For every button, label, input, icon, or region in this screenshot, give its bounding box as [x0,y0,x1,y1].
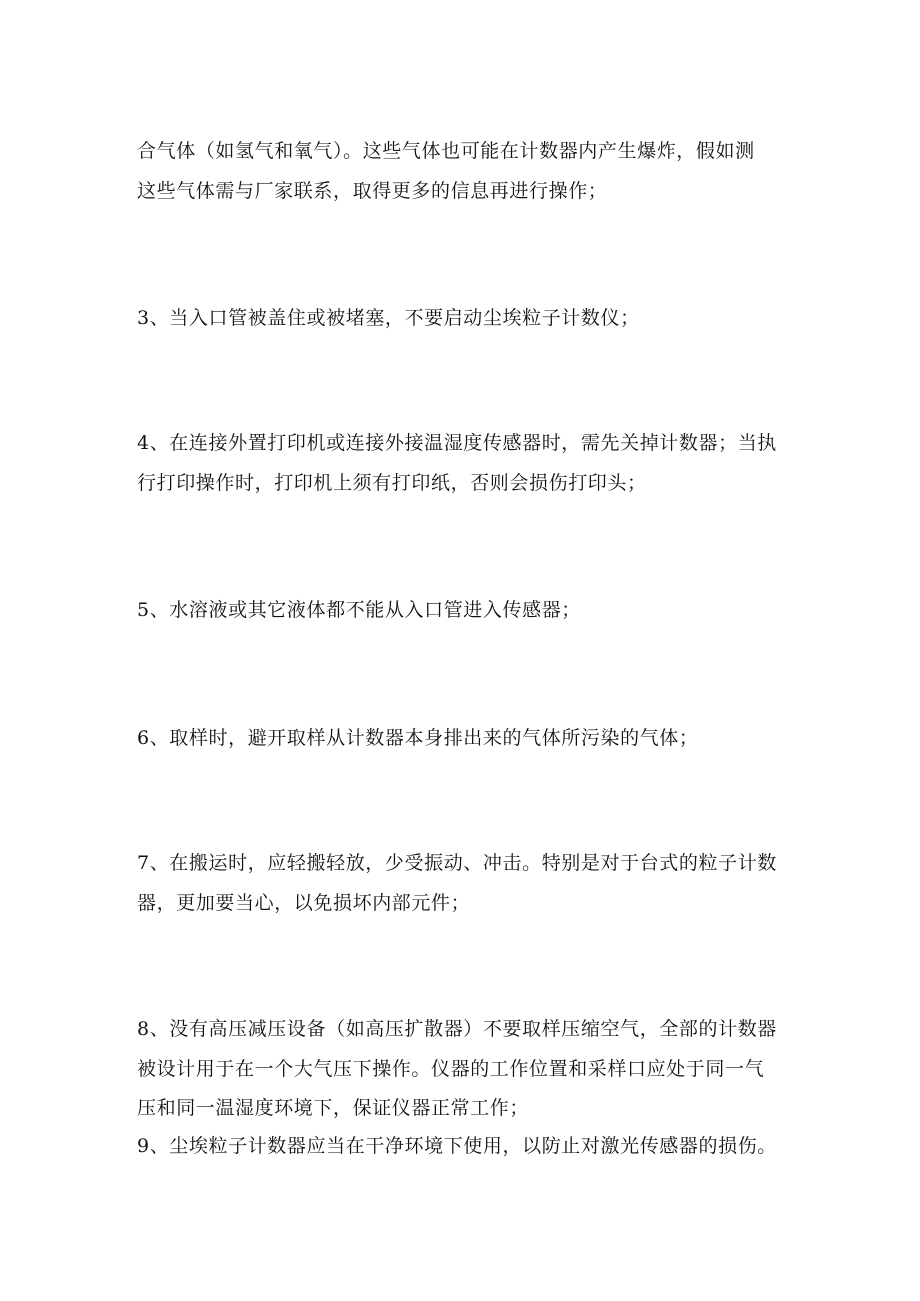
item-4-line-1: 4、在连接外置打印机或连接外接温湿度传感器时，需先关掉计数器；当执 [137,432,777,454]
item-8-line-2: 被设计用于在一个大气压下操作。仪器的工作位置和采样口应处于同一气 [137,1058,765,1080]
item-4-line-2: 行打印操作时，打印机上须有打印纸，否则会损伤打印头； [137,472,647,494]
item-7-line-1: 7、在搬运时，应轻搬轻放，少受振动、冲击。特别是对于台式的粒子计数 [137,852,777,874]
item-5-line-1: 5、水溶液或其它液体都不能从入口管进入传感器； [137,599,581,621]
item-8-line-3: 压和同一温湿度环境下，保证仪器正常工作； [137,1097,530,1119]
item-7-line-2: 器，更加要当心，以免损坏内部元件； [137,892,471,914]
item-3-line-1: 3、当入口管被盖住或被堵塞，不要启动尘埃粒子计数仪； [137,307,640,329]
paragraph-1-line-1: 合气体（如氢气和氧气）。这些气体也可能在计数器内产生爆炸，假如测 [137,140,755,162]
paragraph-1-line-2: 这些气体需与厂家联系，取得更多的信息再进行操作； [137,180,608,202]
item-9-line-1: 9、尘埃粒子计数器应当在干净环境下使用，以防止对激光传感器的损伤。 [137,1135,777,1157]
item-8-line-1: 8、没有高压减压设备（如高压扩散器）不要取样压缩空气，全部的计数器 [137,1018,777,1040]
item-6-line-1: 6、取样时，避开取样从计数器本身排出来的气体所污染的气体； [137,727,699,749]
